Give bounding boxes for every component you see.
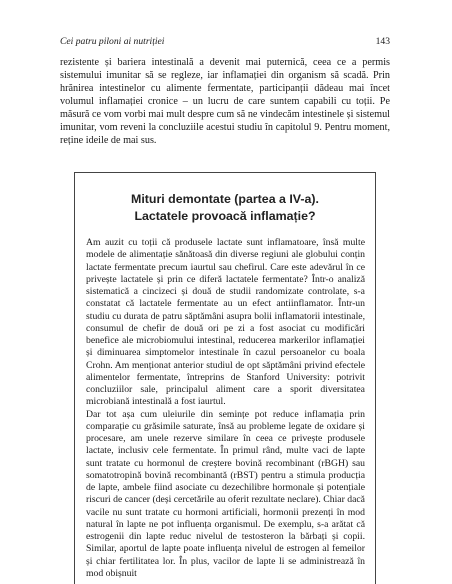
box-title-line-2: Lactatele provoacă inflamație? [134,209,316,223]
box-body [86,237,365,580]
box-title [75,191,375,225]
box-paragraph-1: Am auzit cu toții că produsele lactate sunt inflamatoare, însă multe modele de alimentație sănătoasă din diverse regiuni ale globului conțin lactate fermentate precum iaurtul sau chefirul. Care este adevărul în ce privește lactatele și prin ce diferă lactatele fermentate? Într-o analiză sistematică a cincizeci și două de studii randomizate controlate, s-a constatat că lactatele fermentate au un efect antiinflamator. Într-un studiu cu durata de patru săptămâni asupra bolii inflamatorii intestinale, consumul de chefir de două ori pe zi a fost asociat cu modificări benefice ale microbiomului intestinal, reducerea markerilor inflamației și diminuarea simptomelor intestinale în cazul persoanelor cu boala Crohn. Am menționat anterior studiul de opt săptămâni privind efectele alimentelor fermentate, întreprins de Stanford University: potrivit concluziilor sale, principalul aliment care a sporit diversitatea microbiană intestinală a fost iaurtul. [86,237,365,408]
box-paragraph-2: Dar tot așa cum uleiurile din semințe pot reduce inflamația prin comparație cu grăsimile saturate, însă au probleme legate de oxidare și procesare, am unele rezerve similare în ceea ce privește produsele lactate, inclusiv cele fermentate. În primul rând, multe vaci de lapte sunt tratate cu hormonul de creștere bovină recombinant (rBGH) sau somatotropină bovină recombinantă (rBST) pentru a stimula producția de lapte, ambele fiind asociate cu dezechilibre hormonale și potențiale riscuri de cancer (deși cercetările au oferit rezultate neclare). Chiar dacă vacile nu sunt tratate cu hormoni artificiali, hormonii prezenți în mod natural în lapte ne pot influența organismul. De exemplu, s-a arătat că estrogenii din lapte reduc nivelul de testosteron la bărbați și copii. Similar, aportul de lapte poate influența nivelul de estrogen al femeilor și chiar fertilitatea lor. În plus, vacilor de lapte li se administrează în mod obișnuit [86,408,365,579]
page-number: 143 [375,36,390,47]
running-header [60,36,390,47]
box-title-line-1: Mituri demontate (partea a IV-a). [131,192,319,206]
sidebar-box [74,172,376,584]
running-title: Cei patru piloni ai nutriției [60,36,165,47]
intro-paragraph: rezistente și bariera intestinală a devenit mai puternică, ceea ce a permis sistemului imunitar să se regleze, iar inflamației din organism să scadă. Prin hrănirea intestinelor cu alimente fermentate, participanții dădeau mai încet volumul inflamației cronice – un lucru de care suntem capabili cu toții. Pe măsură ce vom vorbi mai mult despre cum să ne vindecăm intestinele și sistemul imunitar, vom reveni la concluziile acestui studiu în capitolul 9. Pentru moment, reține ideile de mai sus. [60,57,390,146]
